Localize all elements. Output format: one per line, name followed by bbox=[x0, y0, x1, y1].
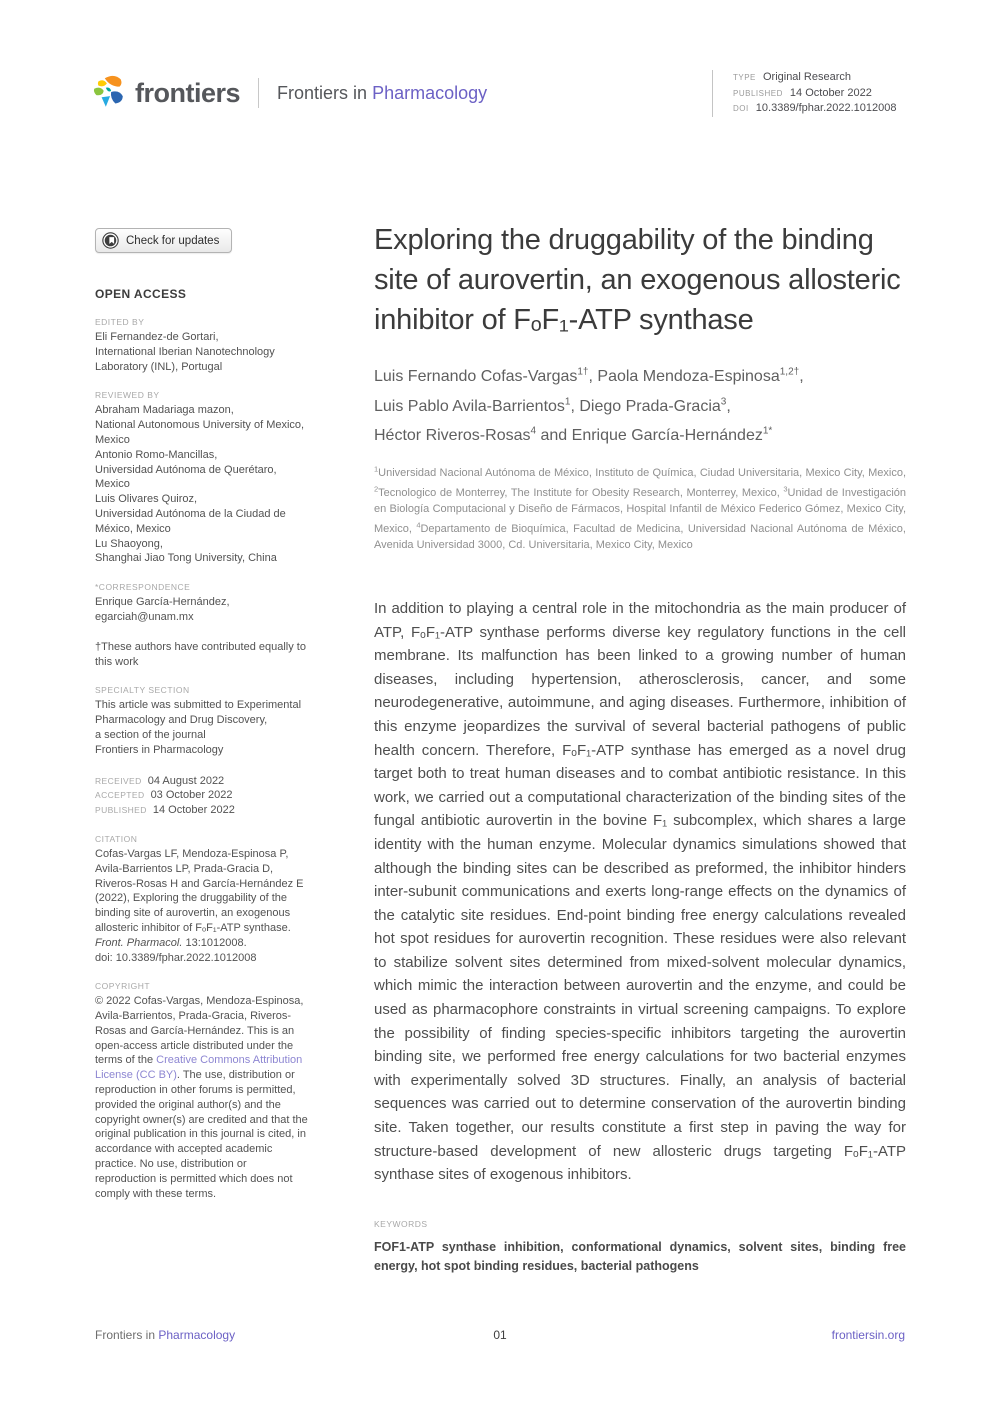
copyright-text: © 2022 Cofas-Vargas, Mendoza-Espinosa, Avila-Barrientos, Prada-Gracia, Riveros-Rosas and García-Hernández. This is an open-access article distributed under the terms of the bbox=[95, 995, 304, 1067]
keywords-text: FOF1-ATP synthase inhibition, conformational dynamics, solvent sites, binding free energy, hot spot binding residues, bacterial pathogens bbox=[374, 1239, 906, 1273]
reviewer-affiliation: National Autonomous University of Mexico, Mexico bbox=[95, 419, 305, 446]
author-name: Héctor Riveros-Rosas bbox=[374, 426, 531, 444]
history-date-label: PUBLISHED bbox=[95, 805, 147, 816]
affiliation-text: Universidad Nacional Autónoma de México, Instituto de Química, Ciudad Universitaria, Mexico City, Mexico, bbox=[378, 466, 906, 479]
history-date-line bbox=[95, 774, 308, 789]
reviewed-by-label: REVIEWED BY bbox=[95, 390, 160, 401]
citation-doi: doi: 10.3389/fphar.2022.1012008 bbox=[95, 951, 257, 964]
journal-prefix: Frontiers in bbox=[277, 82, 368, 103]
history-date-label: ACCEPTED bbox=[95, 790, 145, 801]
citation-journal: Front. Pharmacol. bbox=[95, 936, 183, 949]
meta-value: Original Research bbox=[762, 71, 852, 83]
author-name: Luis Pablo Avila-Barrientos bbox=[374, 397, 565, 415]
history-date-value: 14 October 2022 bbox=[152, 804, 235, 817]
author bbox=[374, 398, 579, 415]
author-superscript: 1 bbox=[564, 396, 571, 408]
publisher-site-link[interactable]: frontiersin.org bbox=[831, 1328, 905, 1342]
meta-value: 10.3389/fphar.2022.1012008 bbox=[755, 102, 897, 114]
author-name: Enrique García-Hernández bbox=[571, 426, 763, 444]
affiliation-text: Departamento de Bioquímica, Facultad de Medicina, Universidad Nacional Autónoma de México, Avenida Universidad 3000, Cd. Universitaria, Mexico City, Mexico bbox=[374, 522, 906, 551]
article-title: Exploring the druggability of the binding site of aurovertin, an exogenous allosteric inhibitor of FₒF₁-ATP synthase bbox=[374, 224, 901, 336]
abstract-text: In addition to playing a central role in the mitochondria as the main producer of ATP, FₒF₁-ATP synthase performs diverse key regulatory functions in the cell membrane. Its malfunction has been linked to a growing number of human diseases, including hypertension, atherosclerosis, cancer, and some neurodegenerative, autoimmune, and aging diseases. Furthermore, inhibition of this enzyme jeopardizes the survival of several bacterial pathogens of public health concern. Therefore, FₒF₁-ATP synthase has emerged as a novel drug target both to treat human diseases and to combat antibiotic resistance. In this work, we carried out a computational characterization of the binding sites of the fungal antibiotic aurovertin in the bovine F₁ subcomplex, which shares a large identity with the human enzyme. Molecular dynamics simulations showed that although the binding sites can be described as preformed, the inhibitor hinders inter-subunit communications and exerts long-range effects on the dynamics of the catalytic site residues. End-point binding free energy calculations revealed hot spot residues for aurovertin recognition. These residues were also relevant to stabilize solvent sites determined from mixed-solvent molecular dynamics, which mimic the interaction between aurovertin and the enzyme, and could be used as pharmacophore constraints in virtual screening campaigns. To explore the possibility of finding species-specific inhibitors targeting the aurovertin binding site, we performed free energy calculations for two bacterial enzymes with experimentally solved 3D structures. Finally, an analysis of bacterial sequences was carried out to determine conservation of the aurovertin binding site. Taken together, our results constitute a first step in paving the way for structure-based development of new allosteric drugs targeting FₒF₁-ATP synthase sites of exogenous inhibitors. bbox=[374, 599, 906, 1184]
history-date-value: 03 October 2022 bbox=[150, 789, 233, 802]
author-superscript: 1,2† bbox=[779, 367, 800, 378]
copyright-label: COPYRIGHT bbox=[95, 981, 151, 992]
author bbox=[374, 368, 597, 385]
affiliation-superscript: 3 bbox=[783, 483, 788, 493]
author bbox=[579, 398, 730, 415]
correspondence-label: *CORRESPONDENCE bbox=[95, 582, 191, 593]
history-date-value: 04 August 2022 bbox=[147, 774, 225, 787]
affiliation bbox=[374, 483, 784, 499]
meta-label: PUBLISHED bbox=[733, 88, 783, 98]
frontiers-logo-text: frontiers bbox=[135, 77, 241, 108]
author-separator: , bbox=[726, 397, 731, 415]
open-access-badge: OPEN ACCESS bbox=[95, 287, 187, 301]
author-name: Luis Fernando Cofas-Vargas bbox=[374, 368, 578, 386]
author-superscript: 1* bbox=[762, 425, 773, 437]
equal-contribution-note: †These authors have contributed equally to this work bbox=[95, 640, 306, 668]
article-info-sidebar bbox=[95, 228, 308, 1201]
correspondence-section bbox=[95, 582, 308, 625]
affiliation bbox=[374, 519, 906, 551]
keywords-label: KEYWORDS bbox=[374, 1218, 428, 1229]
author-list bbox=[374, 360, 906, 448]
edited-by-section bbox=[95, 317, 308, 374]
author-name: Diego Prada-Gracia bbox=[579, 397, 721, 415]
affiliation-superscript: 4 bbox=[416, 519, 421, 529]
author-superscript: 1† bbox=[577, 367, 589, 378]
correspondence-name: Enrique García-Hernández, bbox=[95, 596, 230, 609]
meta-label: DOI bbox=[733, 104, 749, 113]
author-superscript: 4 bbox=[530, 425, 537, 437]
affiliation-list bbox=[374, 461, 906, 553]
author bbox=[374, 427, 572, 444]
affiliation-text: Unidad de Investigación en Biología Computacional y Diseño de Fármacos, Hospital Infantil de México Federico Gómez, Mexico City, Mexico, bbox=[374, 486, 906, 535]
reviewer bbox=[95, 448, 308, 492]
reviewer-affiliation: Universidad Autónoma de Querétaro, Mexico bbox=[95, 463, 277, 491]
cc-by-license-link[interactable]: Creative Commons Attribution License (CC BY) bbox=[95, 1054, 303, 1082]
author-name: Paola Mendoza-Espinosa bbox=[597, 368, 780, 386]
check-for-updates-button[interactable] bbox=[95, 228, 232, 253]
author-superscript: 3 bbox=[720, 396, 727, 408]
meta-line bbox=[733, 101, 912, 117]
specialty-line: Frontiers in Pharmacology bbox=[95, 743, 224, 756]
editor-affiliation: International Iberian Nanotechnology Laboratory (INL), Portugal bbox=[95, 345, 275, 373]
reviewer bbox=[95, 537, 308, 567]
specialty-section bbox=[95, 685, 308, 757]
reviewer bbox=[95, 403, 308, 447]
brand-divider bbox=[258, 78, 259, 108]
footer-journal-link[interactable]: Pharmacology bbox=[158, 1328, 236, 1342]
reviewer-affiliation: Universidad Autónoma de la Ciudad de México, Mexico bbox=[95, 507, 286, 535]
citation-volume: 13:1012008. bbox=[185, 936, 247, 949]
frontiers-logo-icon bbox=[90, 74, 128, 112]
reviewer-affiliation: Shanghai Jiao Tong University, China bbox=[95, 552, 277, 565]
history-date-line bbox=[95, 788, 308, 803]
citation-label: CITATION bbox=[95, 833, 138, 844]
author-separator: and bbox=[536, 426, 572, 444]
publisher-brand bbox=[90, 74, 487, 112]
crossmark-icon bbox=[102, 232, 119, 249]
correspondence-email[interactable]: egarciah@unam.mx bbox=[95, 610, 194, 623]
footer-journal-prefix: Frontiers in bbox=[95, 1328, 156, 1342]
page-number: 01 bbox=[493, 1328, 507, 1342]
affiliation-superscript: 1 bbox=[374, 463, 379, 473]
history-date-line bbox=[95, 803, 308, 818]
article-meta-block bbox=[712, 70, 912, 117]
meta-label: TYPE bbox=[733, 73, 756, 82]
author bbox=[597, 368, 803, 385]
meta-line bbox=[733, 86, 912, 102]
citation-text: Cofas-Vargas LF, Mendoza-Espinosa P, Avila-Barrientos LP, Prada-Gracia D, Riveros-Rosas H and García-Hernández E (2022), Exploring the druggability of the binding site of aurovertin, an exogenous allosteric inhibitor of FₒF₁-ATP synthase. bbox=[95, 847, 304, 934]
specialty-line: a section of the journal bbox=[95, 728, 206, 741]
author bbox=[572, 427, 773, 444]
reviewer-name: Abraham Madariaga mazon, bbox=[95, 404, 234, 417]
history-dates-section bbox=[95, 774, 308, 818]
article-main-column bbox=[374, 220, 906, 1276]
specialty-label: SPECIALTY SECTION bbox=[95, 685, 190, 696]
journal-name-link[interactable]: Pharmacology bbox=[372, 82, 488, 103]
meta-value: 14 October 2022 bbox=[789, 86, 872, 99]
reviewer-name: Lu Shaoyong, bbox=[95, 537, 163, 550]
affiliation-superscript: 2 bbox=[374, 483, 379, 493]
specialty-line: This article was submitted to Experimental Pharmacology and Drug Discovery, bbox=[95, 699, 302, 727]
citation-section bbox=[95, 834, 308, 965]
affiliation-text: Tecnologico de Monterrey, The Institute for Obesity Research, Monterrey, Mexico, bbox=[378, 486, 784, 499]
reviewer-name: Antonio Romo-Mancillas, bbox=[95, 448, 218, 461]
meta-line bbox=[733, 70, 912, 86]
editor-name: Eli Fernandez-de Gortari, bbox=[95, 331, 219, 343]
affiliation bbox=[374, 463, 906, 479]
author-separator: , bbox=[588, 368, 598, 386]
edited-by-label: EDITED BY bbox=[95, 317, 145, 327]
copyright-section bbox=[95, 981, 308, 1201]
reviewer bbox=[95, 492, 308, 536]
reviewer-name: Luis Olivares Quiroz, bbox=[95, 493, 198, 506]
journal-header-title bbox=[277, 83, 487, 104]
reviewed-by-section bbox=[95, 390, 308, 566]
check-for-updates-label: Check for updates bbox=[126, 234, 220, 247]
copyright-text-continued: . The use, distribution or reproduction in other forums is permitted, provided the original author(s) and the copyright owner(s) are credited and that the original publication in this journal is cited, in accordance with accepted academic practice. No use, distribution or reproduction is permitted which does not comply with these terms. bbox=[95, 1069, 308, 1200]
author-separator: , bbox=[799, 368, 804, 386]
history-date-label: RECEIVED bbox=[95, 775, 142, 786]
author-separator: , bbox=[570, 397, 580, 415]
